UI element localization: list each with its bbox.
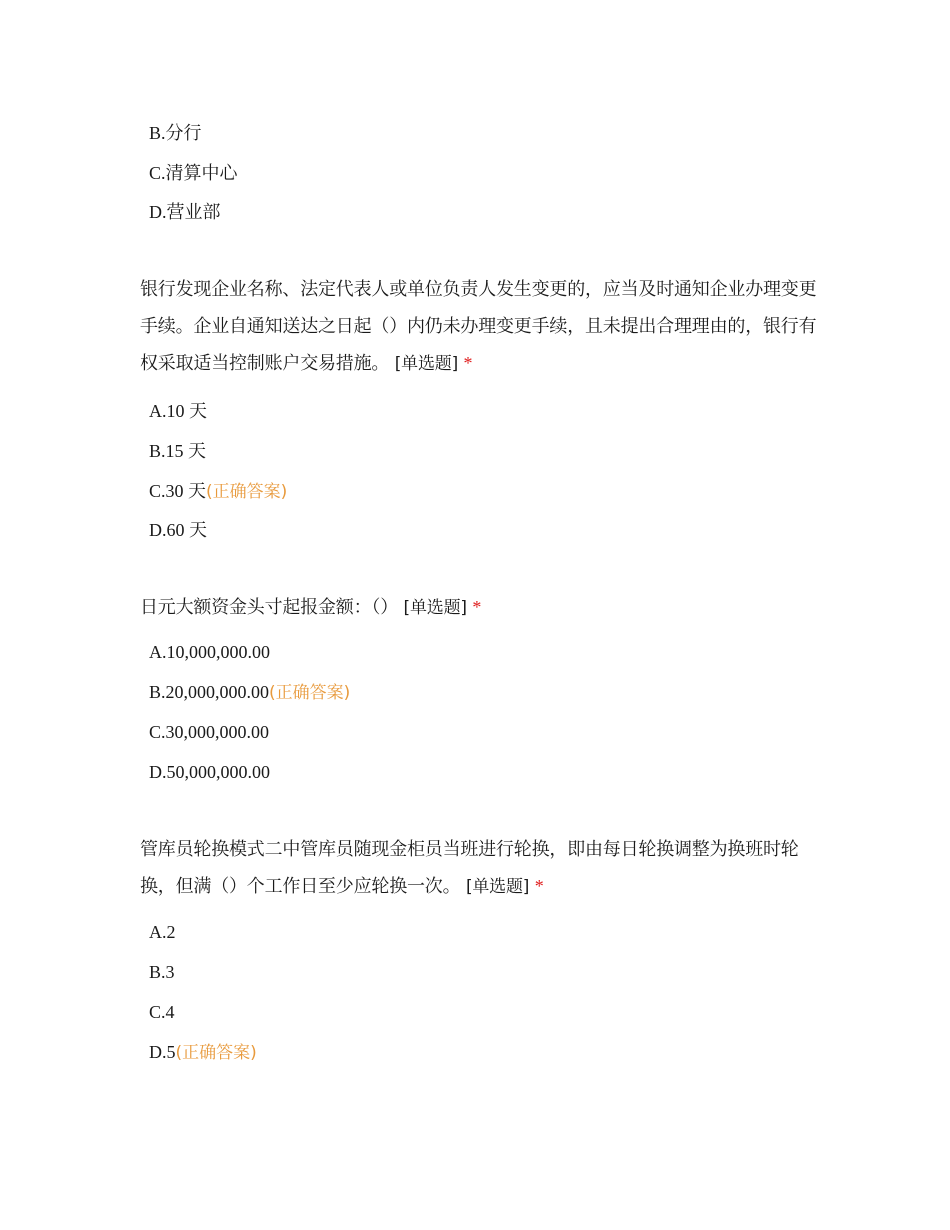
option-d: D.50,000,000.00: [149, 762, 270, 782]
option-d: D.60 天: [149, 520, 207, 540]
question-type: [单选题]: [394, 354, 458, 374]
question-text: 管库员轮换模式二中管库员随现金柜员当班进行轮换，即由每日轮换调整为换班时轮换，但满（）个工作日至少应轮换一次。: [140, 839, 799, 897]
question-type: [单选题]: [403, 598, 467, 618]
option-b: B.3: [149, 962, 175, 982]
option-d: [149, 1041, 257, 1064]
required-mark: *: [472, 597, 482, 617]
option-c: C.30,000,000.00: [149, 722, 270, 742]
required-mark: *: [463, 353, 473, 373]
option-c: [149, 480, 287, 503]
question-text: 日元大额资金头寸起报金额：（）: [140, 597, 398, 618]
option-label: B.20,000,000.00: [149, 682, 270, 702]
option-a: A.2: [149, 922, 176, 942]
option-label: D.5: [149, 1042, 176, 1062]
option-b: [149, 681, 350, 704]
question-2: [140, 589, 820, 627]
correct-answer-label: (正确答案): [175, 1043, 257, 1063]
option-label: C.30 天: [149, 481, 207, 501]
option-b: B.分行: [149, 123, 202, 143]
option-c: C.4: [149, 1002, 175, 1022]
question-type: [单选题]: [465, 877, 530, 897]
option-a: A.10 天: [149, 401, 207, 421]
option-a: A.10,000,000.00: [149, 642, 270, 662]
question-3: [140, 831, 820, 906]
question-1: [140, 271, 820, 383]
correct-answer-label: (正确答案): [269, 683, 351, 703]
option-d: D.营业部: [149, 202, 221, 222]
question-text: 银行发现企业名称、法定代表人或单位负责人发生变更的，应当及时通知企业办理变更手续。企业自通知送达之日起（）内仍未办理变更手续，且未提出合理理由的，银行有权采取适当控制账户交易措施。: [140, 279, 817, 374]
correct-answer-label: (正确答案): [206, 482, 288, 502]
option-b: B.15 天: [149, 441, 207, 461]
option-c: C.清算中心: [149, 163, 238, 183]
required-mark: *: [534, 876, 544, 896]
